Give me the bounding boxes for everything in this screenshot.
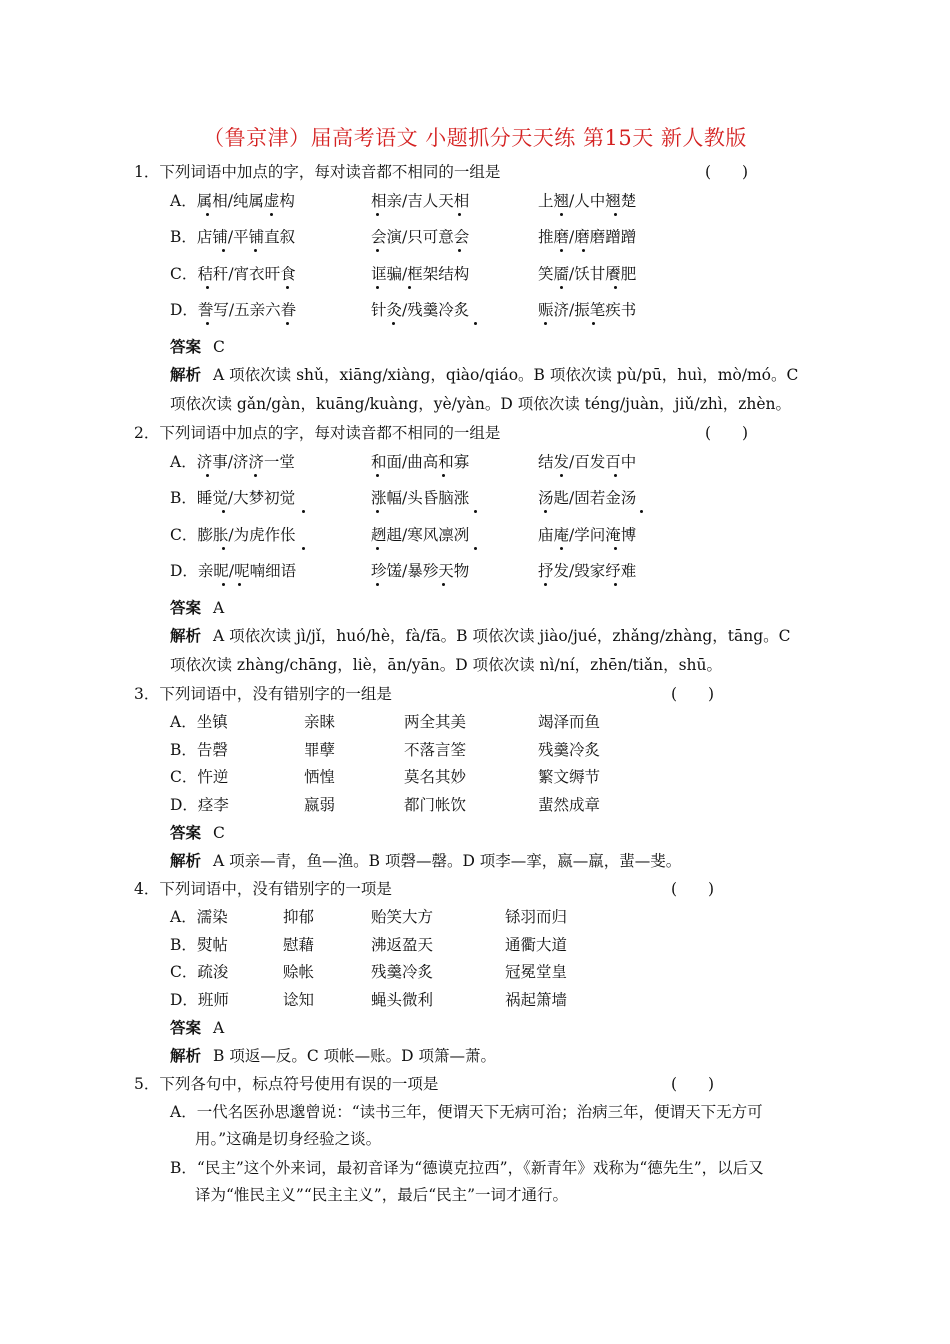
- q1-option-a-3: 上翘/人中翘楚: [538, 192, 637, 210]
- q1-analysis-line-1: [170, 365, 798, 385]
- q4-option-c-4: 冠冕堂皇: [505, 963, 568, 981]
- q1-answer-line: [170, 337, 225, 357]
- emphasis-dot: [286, 322, 289, 325]
- emphasis-dot: [614, 547, 617, 550]
- page-title: （鲁京津）届高考语文 小题抓分天天练 第15天 新人教版: [203, 126, 747, 150]
- q3-option-b-2: 罪孽: [304, 741, 336, 759]
- emphasis-dot: [376, 249, 379, 252]
- q1-option-a-2: 相亲/吉人天相: [371, 192, 470, 210]
- q3-option-d-3: 都门帐饮: [404, 796, 467, 814]
- q4-analysis-line-1: [170, 1046, 496, 1066]
- emphasis-dot: [614, 583, 617, 586]
- emphasis-dot: [474, 547, 477, 550]
- analysis-label: 解析: [170, 851, 202, 870]
- emphasis-dot: [560, 474, 563, 477]
- q1-answer-blank: ( ): [705, 163, 749, 181]
- q4-option-c-2: 赊帐: [283, 963, 315, 981]
- q4-answer-blank: ( ): [671, 880, 715, 898]
- q3-option-a-3: 两全其美: [404, 713, 467, 731]
- q3-option-b-3: 不落言筌: [404, 741, 467, 759]
- q3-option-b-1: B．告磬: [170, 741, 228, 759]
- q3-analysis-line-1: [170, 851, 681, 871]
- q4-option-b-3: 沸返盈天: [371, 936, 434, 954]
- q4-option-c-1: C．疏浚: [170, 963, 229, 981]
- q3-analysis-1: A 项亲—青，鱼—渔。B 项磬—罄。D 项李—挛，嬴—羸，蜚—斐。: [213, 852, 682, 870]
- answer-label: 答案: [170, 598, 202, 617]
- emphasis-dot: [206, 213, 209, 216]
- q5-option-a-cont: 用。”这确是切身经验之谈。: [195, 1130, 382, 1148]
- q4-option-a-3: 贻笑大方: [371, 908, 434, 926]
- emphasis-dot: [560, 249, 563, 252]
- emphasis-dot: [614, 213, 617, 216]
- q2-option-d-3: 抒发/毁家纾难: [538, 562, 637, 580]
- q2-option-a-1: A．济事/济济一堂: [170, 453, 295, 471]
- emphasis-dot: [286, 286, 289, 289]
- emphasis-dot: [544, 583, 547, 586]
- q3-option-a-2: 亲睐: [304, 713, 336, 731]
- answer-label: 答案: [170, 823, 202, 842]
- q2-answer: A: [213, 599, 225, 617]
- emphasis-dot: [302, 510, 305, 513]
- q1-option-b-2: 会演/只可意会: [371, 228, 470, 246]
- q2-option-b-2: 涨幅/头昏脑涨: [371, 489, 470, 507]
- q1-option-a-1: A．属相/纯属虚构: [170, 192, 295, 210]
- q4-answer: A: [213, 1019, 225, 1037]
- emphasis-dot: [458, 213, 461, 216]
- q4-answer-line: [170, 1018, 224, 1038]
- emphasis-dot: [442, 474, 445, 477]
- q3-option-d-1: D．痉李: [170, 796, 229, 814]
- q2-option-d-2: 珍馐/暴殄天物: [371, 562, 470, 580]
- q2-answer-line: [170, 598, 224, 618]
- q3-option-a-1: A．坐镇: [170, 713, 228, 731]
- q2-option-c-3: 庙庵/学问淹博: [538, 526, 637, 544]
- answer-label: 答案: [170, 1018, 202, 1037]
- q4-option-a-4: 铩羽而归: [505, 908, 568, 926]
- q1-answer: C: [213, 338, 225, 356]
- q1-analysis-1: A 项依次读 shǔ，xiāng/xiàng，qiào/qiáo。B 项依次读 pù/pū，huì，mò/mó。C: [213, 366, 799, 384]
- q3-option-d-2: 嬴弱: [304, 796, 336, 814]
- q2-option-c-2: 趔趄/寒风凛冽: [371, 526, 470, 544]
- q2-option-a-2: 和面/曲高和寡: [371, 453, 470, 471]
- q4-option-d-2: 谂知: [283, 991, 315, 1009]
- emphasis-dot: [270, 213, 273, 216]
- emphasis-dot: [544, 510, 547, 513]
- q5-option-b-cont: 译为“惟民主义”“民主主义”，最后“民主”一词才通行。: [195, 1186, 569, 1204]
- emphasis-dot: [392, 322, 395, 325]
- q2-option-b-3: 汤匙/固若金汤: [538, 489, 637, 507]
- q5-answer-blank: ( ): [671, 1075, 715, 1093]
- q1-option-c-2: 诓骗/框架结构: [371, 265, 470, 283]
- emphasis-dot: [442, 583, 445, 586]
- emphasis-dot: [614, 474, 617, 477]
- emphasis-dot: [640, 510, 643, 513]
- emphasis-dot: [582, 249, 585, 252]
- emphasis-dot: [376, 510, 379, 513]
- q1-analysis-2: 项依次读 gǎn/gàn，kuāng/kuàng，yè/yàn。D 项依次读 téng/juàn，jiǔ/zhì，zhèn。: [170, 395, 792, 413]
- q2-analysis-line-1: [170, 626, 790, 646]
- emphasis-dot: [560, 213, 563, 216]
- q2-option-c-1: C．膨胀/为虎作伥: [170, 526, 296, 544]
- q4-option-a-1: A．濡染: [170, 908, 228, 926]
- q4-option-b-2: 慰藉: [283, 936, 315, 954]
- emphasis-dot: [408, 286, 411, 289]
- q4-option-d-4: 祸起箫墙: [505, 991, 568, 1009]
- q3-option-c-3: 莫名其妙: [404, 768, 467, 786]
- q3-option-d-4: 蜚然成章: [538, 796, 601, 814]
- q2-option-b-1: B．睡觉/大梦初觉: [170, 489, 296, 507]
- q4-option-a-2: 抑郁: [283, 908, 315, 926]
- emphasis-dot: [238, 583, 241, 586]
- emphasis-dot: [560, 286, 563, 289]
- emphasis-dot: [544, 322, 547, 325]
- answer-label: 答案: [170, 337, 202, 356]
- q2-option-d-1: D．亲昵/呢喃细语: [170, 562, 297, 580]
- emphasis-dot: [458, 249, 461, 252]
- q1-option-d-1: D．誊写/五亲六眷: [170, 301, 297, 319]
- emphasis-dot: [222, 249, 225, 252]
- q4-option-d-3: 蝇头微利: [371, 991, 434, 1009]
- emphasis-dot: [206, 322, 209, 325]
- emphasis-dot: [592, 322, 595, 325]
- q2-analysis-2: 项依次读 zhàng/chāng，liè，ān/yān。D 项依次读 nì/ní，zhēn/tiǎn，shū。: [170, 656, 723, 674]
- q4-option-b-1: B．熨帖: [170, 936, 228, 954]
- q2-option-a-3: 结发/百发百中: [538, 453, 637, 471]
- analysis-label: 解析: [170, 1046, 202, 1065]
- q1-option-c-3: 笑靥/饫甘餍肥: [538, 265, 637, 283]
- q4-option-d-1: D．班师: [170, 991, 229, 1009]
- q1-option-d-2: 针灸/残羹冷炙: [371, 301, 470, 319]
- q4-stem: 4．下列词语中，没有错别字的一项是: [134, 880, 392, 898]
- emphasis-dot: [376, 474, 379, 477]
- q3-option-a-4: 竭泽而鱼: [538, 713, 601, 731]
- analysis-label: 解析: [170, 365, 202, 384]
- q3-answer-line: [170, 823, 225, 843]
- emphasis-dot: [254, 249, 257, 252]
- emphasis-dot: [206, 286, 209, 289]
- q2-answer-blank: ( ): [705, 424, 749, 442]
- q3-option-c-4: 繁文缛节: [538, 768, 601, 786]
- q1-option-b-3: 推磨/磨磨蹭蹭: [538, 228, 637, 246]
- q1-option-b-1: B．店铺/平铺直叙: [170, 228, 296, 246]
- q1-stem: 1．下列词语中加点的字，每对读音都不相同的一组是: [134, 163, 501, 181]
- emphasis-dot: [474, 322, 477, 325]
- q5-option-b: B．“民主”这个外来词，最初音译为“德谟克拉西”，《新青年》戏称为“德先生”，以后又: [170, 1159, 764, 1177]
- q5-stem: 5．下列各句中，标点符号使用有误的一项是: [134, 1075, 439, 1093]
- emphasis-dot: [254, 474, 257, 477]
- emphasis-dot: [376, 213, 379, 216]
- q5-option-a: A．一代名医孙思邈曾说：“读书三年，便谓天下无病可治；治病三年，便谓天下无方可: [170, 1103, 763, 1121]
- emphasis-dot: [222, 583, 225, 586]
- q4-option-b-4: 通衢大道: [505, 936, 568, 954]
- q1-option-d-3: 赈济/振笔疾书: [538, 301, 637, 319]
- q3-option-b-4: 残羹冷炙: [538, 741, 601, 759]
- emphasis-dot: [376, 547, 379, 550]
- q3-option-c-2: 恓惶: [304, 768, 336, 786]
- q3-stem: 3．下列词语中，没有错别字的一组是: [134, 685, 392, 703]
- emphasis-dot: [560, 547, 563, 550]
- q2-stem: 2．下列词语中加点的字，每对读音都不相同的一组是: [134, 424, 501, 442]
- emphasis-dot: [206, 474, 209, 477]
- q3-option-c-1: C．忤逆: [170, 768, 229, 786]
- emphasis-dot: [302, 547, 305, 550]
- q4-option-c-3: 残羹冷炙: [371, 963, 434, 981]
- q2-analysis-1: A 项依次读 jì/jǐ，huó/hè，fà/fā。B 项依次读 jiào/jué，zhǎng/zhàng，tāng。C: [213, 627, 791, 645]
- emphasis-dot: [376, 286, 379, 289]
- emphasis-dot: [222, 547, 225, 550]
- q1-option-c-1: C．秸秆/宵衣旰食: [170, 265, 296, 283]
- q4-analysis-1: B 项返—反。C 项帐—账。D 项箫—萧。: [213, 1047, 496, 1065]
- q3-answer-blank: ( ): [671, 685, 715, 703]
- analysis-label: 解析: [170, 626, 202, 645]
- emphasis-dot: [222, 510, 225, 513]
- emphasis-dot: [474, 510, 477, 513]
- q3-answer: C: [213, 824, 225, 842]
- emphasis-dot: [376, 583, 379, 586]
- emphasis-dot: [614, 286, 617, 289]
